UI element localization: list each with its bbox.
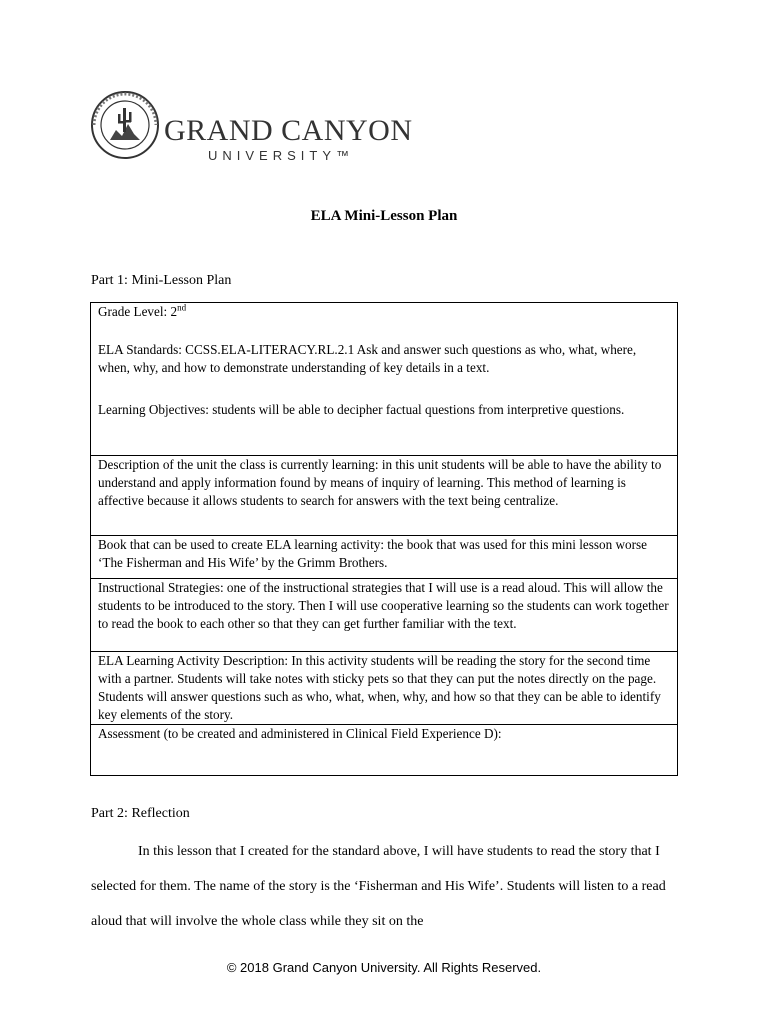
grade-level: Grade Level: 2nd bbox=[98, 302, 187, 319]
university-name: GRAND CANYON bbox=[164, 114, 413, 147]
part1-heading: Part 1: Mini-Lesson Plan bbox=[91, 273, 232, 288]
document-title: ELA Mini-Lesson Plan bbox=[310, 208, 458, 224]
book-cell: Book that can be used to create ELA learning activity: the book that was used for this mini lesson worse ‘The Fisherman and His Wife’ by the Grimm Brothers. bbox=[91, 536, 678, 579]
assessment-cell: Assessment (to be created and administered in Clinical Field Experience D): bbox=[91, 725, 678, 776]
lesson-overview-cell bbox=[91, 303, 678, 456]
activity-description: ELA Learning Activity Description: In this activity students will be reading the story for the second time with a partner. Students will take notes with sticky pets so that they can put the notes directly on the page. Students will answer questions such as who, what, when, why, and how so that they can be able to identify key elements of the story. bbox=[91, 652, 678, 725]
university-logo bbox=[90, 90, 413, 165]
university-seal-icon bbox=[90, 90, 160, 160]
unit-description: Description of the unit the class is currently learning: in this unit students will be able to have the ability to understand and apply information found by means of inquiry of learning. This method of learning is affective because it allows students to search for answers with the text being centralize. bbox=[91, 456, 678, 536]
reflection-body bbox=[91, 834, 681, 939]
ela-standards: ELA Standards: CCSS.ELA-LITERACY.RL.2.1 Ask and answer such questions as who, what, where, when, why, and how to demonstrate understanding of key details in a text. bbox=[98, 342, 637, 375]
instructional-strategies: Instructional Strategies: one of the instructional strategies that I will use is a read aloud. This will allow the students to be introduced to the story. Then I will use cooperative learning so the students can work together to read the book to each other so that they can get further familiar with the text. bbox=[91, 579, 678, 652]
reflection-paragraph: In this lesson that I created for the standard above, I will have students to read the story that I selected for them. The name of the story is the ‘Fisherman and His Wife’. Students will listen to a read aloud that will involve the whole class while they sit on the bbox=[91, 844, 666, 929]
part2-heading: Part 2: Reflection bbox=[91, 806, 190, 821]
learning-objectives: Learning Objectives: students will be able to decipher factual questions from interpretive questions. bbox=[98, 402, 625, 417]
copyright-footer: © 2018 Grand Canyon University. All Rights Reserved. bbox=[226, 960, 542, 975]
university-subtitle: UNIVERSITY™ bbox=[208, 148, 355, 163]
lesson-plan-table bbox=[90, 302, 678, 776]
